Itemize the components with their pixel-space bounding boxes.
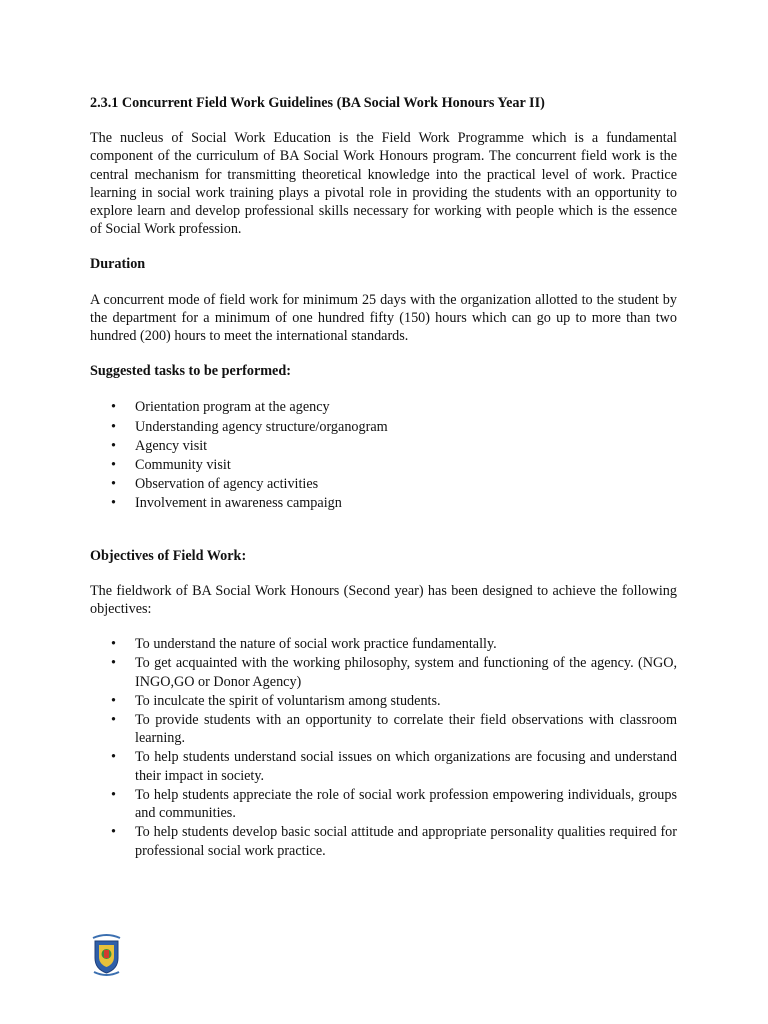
- university-crest-icon: [90, 932, 123, 978]
- list-item: • To help students understand social issues on which organizations are focusing and understand their impact in society.: [90, 748, 677, 784]
- objectives-intro: The fieldwork of BA Social Work Honours (Second year) has been designed to achieve the following objectives:: [90, 582, 677, 618]
- list-item: • To help students appreciate the role of social work profession empowering individuals, groups and communities.: [90, 786, 677, 822]
- tasks-list: [90, 398, 677, 512]
- list-item: • Understanding agency structure/organogram: [90, 418, 677, 436]
- list-item: • To help students develop basic social attitude and appropriate personality qualities required for professional social work practice.: [90, 823, 677, 859]
- list-item: • Orientation program at the agency: [90, 398, 677, 416]
- list-item: • To inculcate the spirit of voluntarism among students.: [90, 692, 677, 710]
- duration-paragraph: A concurrent mode of field work for minimum 25 days with the organization allotted to the student by the department for a minimum of one hundred fifty (150) hours which can go up to more than two hundred (200) hours to meet the international standards.: [90, 291, 677, 345]
- objectives-list: [90, 635, 677, 859]
- list-item: • Community visit: [90, 456, 677, 474]
- section-title: 2.3.1 Concurrent Field Work Guidelines (BA Social Work Honours Year II): [90, 95, 545, 111]
- list-item: • To get acquainted with the working philosophy, system and functioning of the agency. (NGO, INGO,GO or Donor Agency): [90, 654, 677, 690]
- intro-paragraph: The nucleus of Social Work Education is the Field Work Programme which is a fundamental component of the curriculum of BA Social Work Honours program. The concurrent field work is the central mechanism for transmitting theoretical knowledge into the practical level of work. Practice learning in social work training plays a pivotal role in providing the students with an opportunity to explore learn and develop professional skills necessary for working with people which is the essence of Social Work profession.: [90, 130, 677, 238]
- tasks-heading: Suggested tasks to be performed:: [90, 363, 291, 380]
- list-item: • Involvement in awareness campaign: [90, 494, 677, 512]
- objectives-heading: Objectives of Field Work:: [90, 547, 247, 564]
- document-page: [90, 0, 677, 860]
- list-item: • To provide students with an opportunity to correlate their field observations with classroom learning.: [90, 711, 677, 747]
- list-item: • Observation of agency activities: [90, 475, 677, 493]
- duration-heading: Duration: [90, 256, 146, 273]
- list-item: • Agency visit: [90, 437, 677, 455]
- list-item: • To understand the nature of social work practice fundamentally.: [90, 635, 677, 653]
